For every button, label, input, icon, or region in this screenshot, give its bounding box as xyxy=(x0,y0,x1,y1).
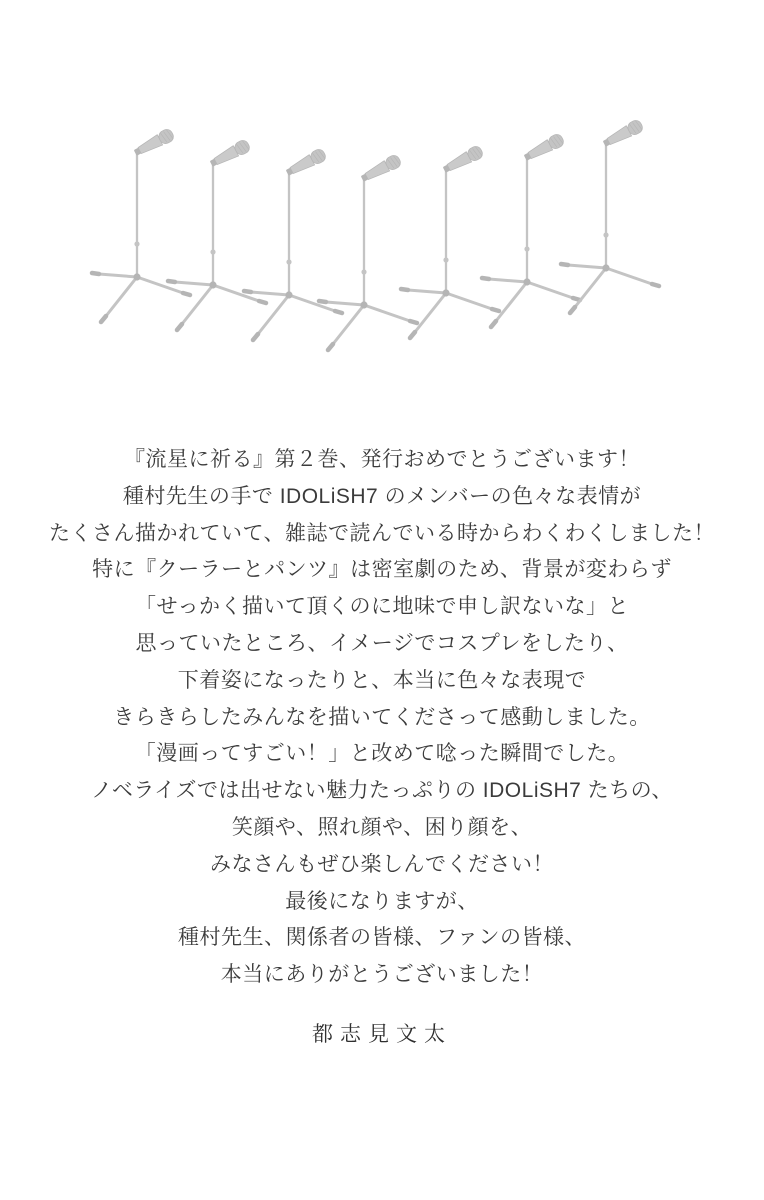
afterword-line: 思っていたところ、イメージでコスプレをしたり、 xyxy=(135,631,629,655)
microphone-stand xyxy=(244,147,342,340)
afterword-line: きらきらしたみんなを描いてくださって感動しました。 xyxy=(113,705,651,729)
microphone-stand xyxy=(482,132,580,327)
afterword-line: 下着姿になったりと、本当に色々な表現で xyxy=(177,668,587,692)
microphone-icon xyxy=(284,147,327,178)
afterword-line: 本当にありがとうございました！ xyxy=(220,963,544,987)
afterword-line: ノベライズでは出せない魅力たっぷりの IDOLiSH7 たちの、 xyxy=(91,779,673,803)
microphone-icon xyxy=(601,118,644,149)
microphone-icon xyxy=(522,132,565,163)
microphone-icon xyxy=(208,138,251,169)
afterword-line: 特に『クーラーとパンツ』は密室劇のため、背景が変わらず xyxy=(92,558,672,582)
microphone-icon xyxy=(359,153,402,184)
microphone-stand xyxy=(168,138,266,330)
afterword-line: 種村先生の手で IDOLiSH7 のメンバーの色々な表情が xyxy=(122,484,642,508)
afterword-line: 『流星に祈る』第２巻、発行おめでとうございます！ xyxy=(124,448,640,471)
afterword-line: 最後になりますが、 xyxy=(285,889,479,913)
microphone-stand xyxy=(401,144,499,338)
microphone-stands-illustration xyxy=(0,0,764,400)
afterword-line: 「せっかく描いて頂くのに地味で申し訳ないな」と xyxy=(134,595,630,619)
microphone-icon xyxy=(132,127,175,158)
microphone-stand xyxy=(92,127,190,322)
afterword-line: たくさん描かれていて、雑誌で読んでいる時からわくわくしました！ xyxy=(48,521,716,545)
afterword-text xyxy=(0,442,764,994)
afterword-line: みなさんもぜひ楽しんでください！ xyxy=(210,852,554,876)
afterword-line: 種村先生、関係者の皆様、ファンの皆様、 xyxy=(177,926,587,950)
microphone-icon xyxy=(441,144,484,175)
signature-name: 都志見文太 xyxy=(312,1022,452,1046)
microphone-stand xyxy=(561,118,659,313)
afterword-line: 笑顔や、照れ顔や、困り顔を、 xyxy=(231,815,533,839)
afterword-line: 「漫画ってすごい！」と改めて唸った瞬間でした。 xyxy=(134,742,630,766)
microphone-stand xyxy=(319,153,417,350)
